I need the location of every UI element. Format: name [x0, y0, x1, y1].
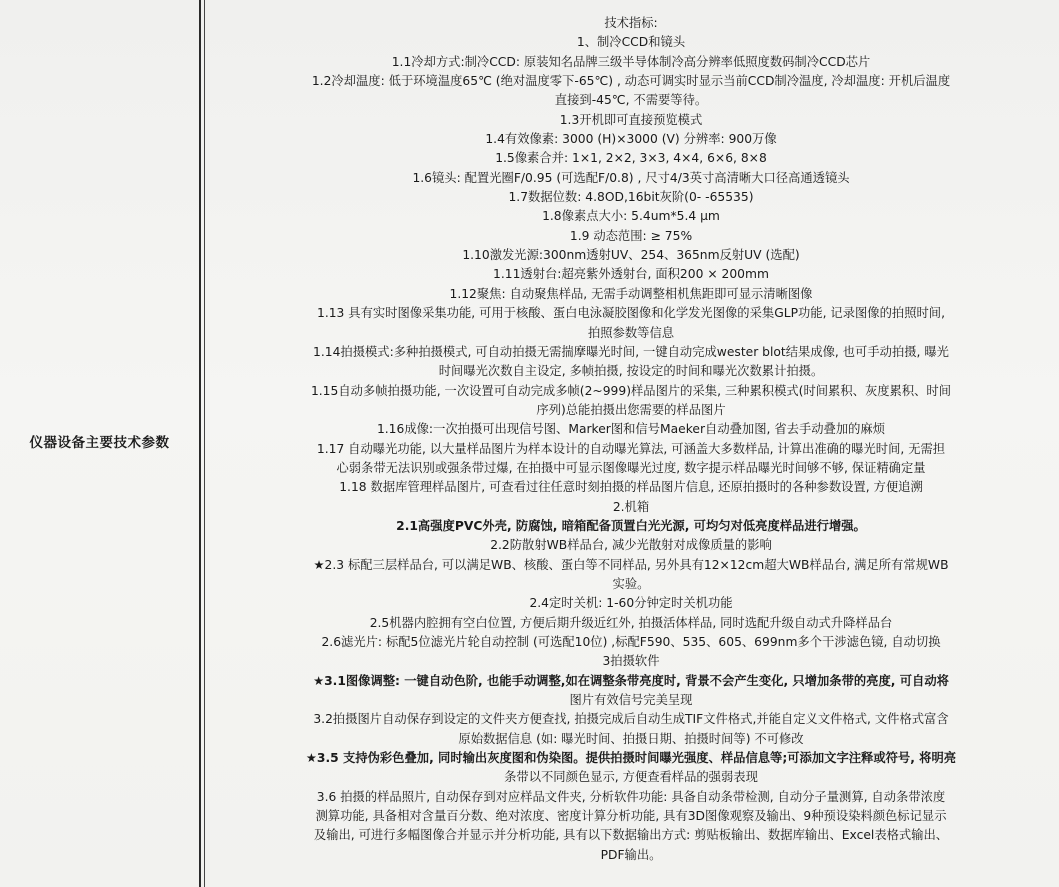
spec-line: 1.10激发光源:300nm透射UV、254、365nm反射UV (选配)	[462, 248, 800, 263]
spec-line: 1.5像素合并: 1×1, 2×2, 3×3, 4×4, 6×6, 8×8	[495, 151, 767, 166]
spec-line: 实验。	[612, 576, 650, 591]
spec-line: 条带以不同颜色显示, 方便查看样品的强弱表现	[504, 770, 758, 785]
spec-line: 心弱条带无法识别或强条带过爆, 在拍摄中可显示图像曝光过度, 数字提示样品曝光时间够不够, 保证精确定量	[336, 460, 926, 475]
spec-line: 1.6镜头: 配置光圈F/0.95 (可选配F/0.8) , 尺寸4/3英寸高清晰大口径高通透镜头	[412, 170, 850, 185]
spec-line: 1、制冷CCD和镜头	[576, 35, 686, 50]
spec-line: 3.6 拍摄的样品照片, 自动保存到对应样品文件夹, 分析软件功能: 具备自动条带检测, 自动分子量测算, 自动条带浓度	[316, 789, 946, 804]
spec-line: 1.16成像:一次拍摄可出现信号图、Marker图和信号Maeker自动叠加图, 省去手动叠加的麻烦	[376, 422, 886, 437]
spec-line: 及输出, 可进行多幅图像合并显示并分析功能, 具有以下数据输出方式: 剪贴板输出、数据库输出、Excel表格式输出、	[313, 828, 949, 843]
spec-line: 1.7数据位数: 4.8OD,16bit灰阶(0- -65535)	[508, 190, 754, 205]
spec-content-cell	[208, 14, 1054, 884]
spec-line: 技术指标:	[604, 16, 658, 30]
spec-line: 序列)总能拍摄出您需要的样品图片	[536, 402, 726, 417]
spec-line: 1.1冷却方式:制冷CCD: 原装知名品牌三级半导体制冷高分辨率低照度数码制冷CCD芯片	[391, 54, 871, 69]
spec-line: 1.4有效像素: 3000 (H)×3000 (V) 分辨率: 900万像	[485, 132, 777, 147]
spec-line: 1.18 数据库管理样品图片, 可查看过往任意时刻拍摄的样品图片信息, 还原拍摄时的各种参数设置, 方便追溯	[339, 480, 923, 495]
spec-line: 1.11透射台:超亮紫外透射台, 面积200 × 200mm	[493, 267, 769, 282]
spec-line: PDF输出。	[600, 847, 662, 862]
spec-line: 3拍摄软件	[602, 654, 660, 669]
spec-line: ★3.5 支持伪彩色叠加, 同时输出灰度图和伪染图。提供拍摄时间曝光强度、样品信息等;可添加文字注释或符号, 将明亮	[305, 751, 957, 766]
spec-line: 2.6滤光片: 标配5位滤光片轮自动控制 (可选配10位) ,标配F590、535、605、699nm多个干涉滤色镜, 自动切换	[321, 635, 941, 649]
spec-line: 1.8像素点大小: 5.4um*5.4 μm	[542, 209, 720, 224]
spec-line: ★2.3 标配三层样品台, 可以满足WB、核酸、蛋白等不同样品, 另外具有12×12cm超大WB样品台, 满足所有常规WB	[313, 557, 949, 572]
spec-line: 1.9 动态范围: ≥ 75%	[569, 228, 693, 243]
spec-line: 直接到-45℃, 不需要等待。	[554, 93, 708, 108]
spec-line: 1.3开机即可直接预览模式	[559, 112, 703, 127]
cell-divider	[204, 0, 205, 887]
spec-line: 3.2拍摄图片自动保存到设定的文件夹方便查找, 拍摄完成后自动生成TIF文件格式,并能自定义文件格式, 文件格式富含	[313, 712, 949, 727]
spec-line: 2.1高强度PVC外壳, 防腐蚀, 暗箱配备顶置白光光源, 可均匀对低亮度样品进行增强。	[396, 518, 866, 533]
spec-line: 2.2防散射WB样品台, 减少光散射对成像质量的影响	[490, 538, 772, 553]
left-label-cell	[0, 0, 201, 887]
spec-line: 测算功能, 具备相对含量百分数、绝对浓度、密度计算分析功能, 具有3D图像观察及输出、9种预设染料颜色标记显示	[315, 809, 947, 824]
spec-line: 2.5机器内腔拥有空白位置, 方便后期升级近红外, 拍摄活体样品, 同时选配升级自动式升降样品台	[369, 615, 893, 630]
spec-line: 1.14拍摄模式:多种拍摄模式, 可自动拍摄无需揣摩曝光时间, 一键自动完成wester blot结果成像, 也可手动拍摄, 曝光	[313, 344, 949, 359]
spec-line: 2.4定时关机: 1-60分钟定时关机功能	[529, 596, 733, 611]
spec-line: 拍照参数等信息	[587, 325, 675, 340]
spec-line: 时间曝光次数自主设定, 多帧拍摄, 按设定的时间和曝光次数累计拍摄。	[438, 364, 824, 379]
spec-line: 1.17 自动曝光功能, 以大量样品图片为样本设计的自动曝光算法, 可涵盖大多数样品, 计算出准确的曝光时间, 无需担	[316, 441, 946, 456]
spec-line: 1.2冷却温度: 低于环境温度65℃ (绝对温度零下-65℃) , 动态可调实时显示当前CCD制冷温度, 冷却温度: 开机后温度	[311, 74, 951, 89]
spec-line: 2.机箱	[612, 499, 650, 514]
spec-line: 图片有效信号完美呈现	[569, 693, 693, 708]
spec-line: ★3.1图像调整: 一键自动色阶, 也能手动调整,如在调整条带亮度时, 背景不会产生变化, 只增加条带的亮度, 可自动将	[313, 673, 949, 688]
spec-line: 1.15自动多帧拍摄功能, 一次设置可自动完成多帧(2~999)样品图片的采集, 三种累积模式(时间累积、灰度累积、时间	[310, 383, 952, 398]
spec-line: 1.12聚焦: 自动聚焦样品, 无需手动调整相机焦距即可显示清晰图像	[449, 286, 813, 301]
spec-line: 1.13 具有实时图像采集功能, 可用于核酸、蛋白电泳凝胶图像和化学发光图像的采集GLP功能, 记录图像的拍照时间,	[317, 306, 945, 321]
spec-line: 原始数据信息 (如: 曝光时间、拍摄日期、拍摄时间等) 不可修改	[458, 731, 804, 746]
row-label: 仪器设备主要技术参数	[29, 434, 170, 451]
